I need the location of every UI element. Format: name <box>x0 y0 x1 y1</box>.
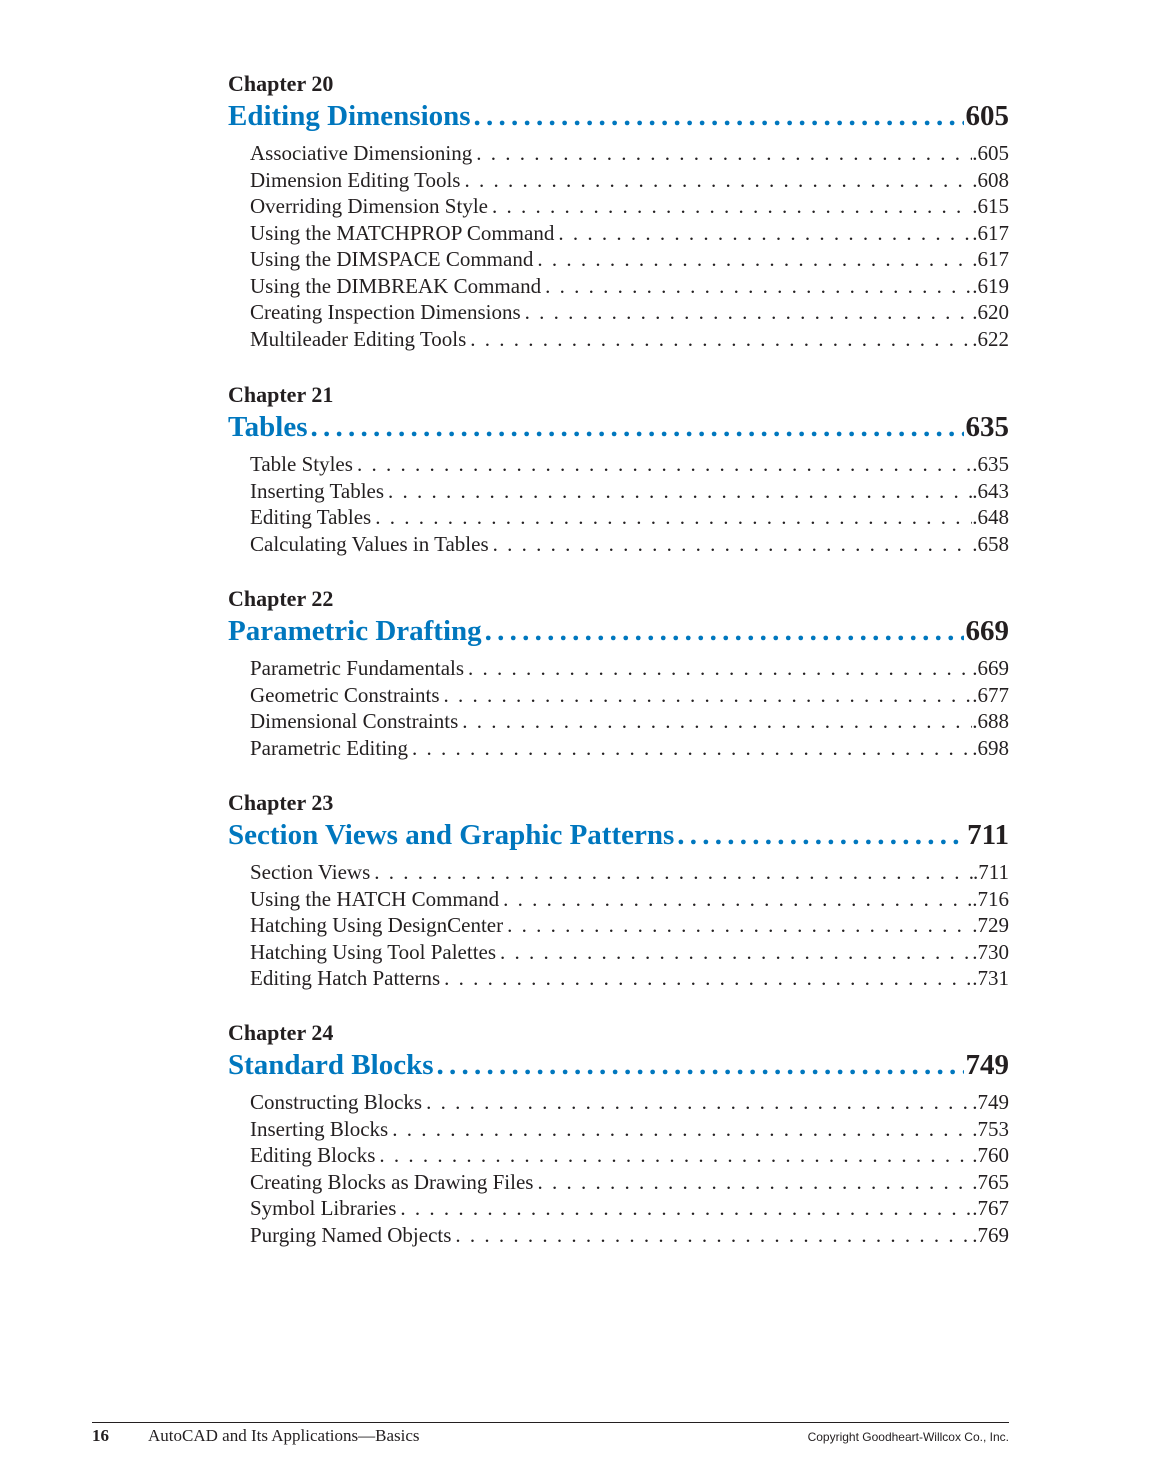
chapter-label: Chapter 24 <box>228 1020 334 1045</box>
chapter-title: Standard Blocks <box>228 1049 434 1081</box>
dot-leader <box>554 220 972 246</box>
dot-leader <box>503 912 972 938</box>
section-entry[interactable] <box>250 735 1009 762</box>
section-title: Inserting Blocks <box>250 1116 389 1141</box>
section-title: Using the DIMBREAK Command <box>250 273 542 298</box>
dot-leader <box>353 451 972 477</box>
section-entry[interactable] <box>250 273 1009 300</box>
section-entry[interactable] <box>250 859 1009 886</box>
section-entry[interactable] <box>250 1222 1009 1249</box>
chapter-title: Editing Dimensions <box>228 100 471 132</box>
section-title: Geometric Constraints <box>250 682 440 707</box>
dot-leader <box>408 735 972 761</box>
dot-leader <box>472 140 972 166</box>
section-entry[interactable] <box>250 1116 1009 1143</box>
section-title: Parametric Fundamentals <box>250 656 465 680</box>
dot-leader <box>489 531 973 557</box>
section-title: Inserting Tables <box>250 478 385 503</box>
dot-leader <box>471 98 964 134</box>
section-page-number: .730 <box>972 939 1009 964</box>
section-entry[interactable] <box>250 140 1009 167</box>
section-entry[interactable] <box>250 939 1009 966</box>
dot-leader <box>388 1116 972 1142</box>
section-page-number: .669 <box>972 656 1009 680</box>
section-entry[interactable] <box>250 504 1009 531</box>
section-entry[interactable] <box>250 193 1009 220</box>
section-title: Using the DIMSPACE Command <box>250 247 534 271</box>
section-entry[interactable] <box>250 1142 1009 1169</box>
section-title: Dimensional Constraints <box>250 709 459 733</box>
section-page-number: .619 <box>972 273 1009 298</box>
section-entry[interactable] <box>250 965 1009 992</box>
section-list <box>228 451 1009 557</box>
section-page-number: .677 <box>972 682 1009 707</box>
section-page-number: .643 <box>972 478 1009 503</box>
section-page-number: .622 <box>972 326 1009 351</box>
section-title: Parametric Editing <box>250 735 409 760</box>
dot-leader <box>533 246 972 272</box>
section-entry[interactable] <box>250 451 1009 478</box>
section-entry[interactable] <box>250 1195 1009 1222</box>
footer-book-title: AutoCAD and Its Applications—Basics <box>148 1426 420 1445</box>
section-entry[interactable] <box>250 886 1009 913</box>
chapter-21 <box>228 382 1009 557</box>
section-title: Purging Named Objects <box>250 1222 452 1247</box>
section-page-number: .605 <box>972 141 1009 165</box>
chapter-page-number: 635 <box>965 411 1009 443</box>
section-page-number: .769 <box>972 1222 1009 1247</box>
section-title: Hatching Using Tool Palettes <box>250 939 497 964</box>
chapter-24 <box>228 1020 1009 1248</box>
section-entry[interactable] <box>250 1169 1009 1196</box>
dot-leader <box>308 409 964 445</box>
section-entry[interactable] <box>250 167 1009 194</box>
section-page-number: .711 <box>973 860 1009 884</box>
section-entry[interactable] <box>250 655 1009 682</box>
section-page-number: .658 <box>972 531 1009 556</box>
section-page-number: .620 <box>972 300 1009 324</box>
section-title: Using the HATCH Command <box>250 886 500 911</box>
dot-leader <box>674 817 965 853</box>
section-page-number: .767 <box>972 1196 1009 1220</box>
section-entry[interactable] <box>250 220 1009 247</box>
dot-leader <box>433 1047 963 1083</box>
section-list <box>228 140 1009 352</box>
section-page-number: .617 <box>972 220 1009 245</box>
section-title: Calculating Values in Tables <box>250 531 489 556</box>
section-entry[interactable] <box>250 478 1009 505</box>
section-page-number: .635 <box>972 452 1009 476</box>
chapter-title-row[interactable] <box>228 409 1009 447</box>
section-entry[interactable] <box>250 912 1009 939</box>
section-page-number: .608 <box>972 167 1009 192</box>
dot-leader <box>396 1195 972 1221</box>
chapter-label: Chapter 22 <box>228 586 334 611</box>
dot-leader <box>440 965 972 991</box>
chapter-23 <box>228 790 1009 992</box>
chapter-20 <box>228 71 1009 352</box>
section-list <box>228 1089 1009 1248</box>
dot-leader <box>384 478 972 504</box>
dot-leader <box>440 682 973 708</box>
section-page-number: .716 <box>972 886 1009 911</box>
chapter-page-number: 669 <box>965 615 1009 647</box>
dot-leader <box>460 167 972 193</box>
section-title: Editing Hatch Patterns <box>250 966 441 990</box>
section-page-number: .688 <box>972 709 1009 733</box>
chapter-title: Section Views and Graphic Patterns <box>228 819 675 851</box>
dot-leader <box>482 613 964 649</box>
section-title: Editing Blocks <box>250 1143 376 1167</box>
footer-divider <box>92 1422 1009 1423</box>
dot-leader <box>451 1222 972 1248</box>
dot-leader <box>464 655 972 681</box>
section-entry[interactable] <box>250 1089 1009 1116</box>
page-footer <box>92 1425 1009 1449</box>
section-title: Using the MATCHPROP Command <box>250 220 555 245</box>
section-entry[interactable] <box>250 299 1009 326</box>
footer-copyright: Copyright Goodheart-Willcox Co., Inc. <box>807 1430 1009 1444</box>
section-title: Multileader Editing Tools <box>250 326 467 351</box>
chapter-page-number: 749 <box>965 1049 1009 1081</box>
section-title: Table Styles <box>250 452 353 476</box>
section-title: Creating Inspection Dimensions <box>250 300 521 324</box>
footer-page-number: 16 <box>92 1426 109 1445</box>
section-page-number: .698 <box>972 735 1009 760</box>
section-title: Editing Tables <box>250 505 372 529</box>
section-entry[interactable] <box>250 326 1009 353</box>
chapter-page-number: 711 <box>967 819 1009 851</box>
section-title: Section Views <box>250 860 371 884</box>
section-page-number: .749 <box>972 1090 1009 1114</box>
section-entry[interactable] <box>250 531 1009 558</box>
section-page-number: .648 <box>972 505 1009 529</box>
section-page-number: .615 <box>972 194 1009 218</box>
section-list <box>228 655 1009 761</box>
dot-leader <box>521 299 973 325</box>
section-page-number: .617 <box>972 247 1009 271</box>
chapter-22 <box>228 586 1009 761</box>
dot-leader <box>422 1089 972 1115</box>
chapter-page-number: 605 <box>965 100 1009 132</box>
section-list <box>228 859 1009 992</box>
chapter-label: Chapter 21 <box>228 382 334 407</box>
chapter-title: Parametric Drafting <box>228 615 482 647</box>
chapter-label: Chapter 23 <box>228 790 334 815</box>
section-title: Symbol Libraries <box>250 1196 397 1220</box>
dot-leader <box>458 708 972 734</box>
chapter-title-row[interactable] <box>228 98 1009 136</box>
chapter-label: Chapter 20 <box>228 71 334 96</box>
dot-leader <box>370 859 973 885</box>
dot-leader <box>533 1169 972 1195</box>
section-entry[interactable] <box>250 682 1009 709</box>
dot-leader <box>375 1142 972 1168</box>
section-page-number: .760 <box>972 1143 1009 1167</box>
dot-leader <box>371 504 972 530</box>
section-page-number: .729 <box>972 913 1009 937</box>
dot-leader <box>466 326 972 352</box>
chapter-title-row[interactable] <box>228 1047 1009 1085</box>
section-page-number: .765 <box>972 1169 1009 1194</box>
section-title: Constructing Blocks <box>250 1090 423 1114</box>
dot-leader <box>496 939 972 965</box>
section-entry[interactable] <box>250 708 1009 735</box>
section-title: Dimension Editing Tools <box>250 167 461 192</box>
dot-leader <box>488 193 972 219</box>
section-title: Overriding Dimension Style <box>250 194 488 218</box>
dot-leader <box>499 886 972 912</box>
section-title: Creating Blocks as Drawing Files <box>250 1169 534 1194</box>
dot-leader <box>541 273 972 299</box>
section-page-number: .731 <box>972 966 1009 990</box>
section-title: Associative Dimensioning <box>250 141 473 165</box>
chapter-title-row[interactable] <box>228 817 1009 855</box>
section-entry[interactable] <box>250 246 1009 273</box>
chapter-title: Tables <box>228 411 308 443</box>
section-page-number: .753 <box>972 1116 1009 1141</box>
section-title: Hatching Using DesignCenter <box>250 913 504 937</box>
chapter-title-row[interactable] <box>228 613 1009 651</box>
